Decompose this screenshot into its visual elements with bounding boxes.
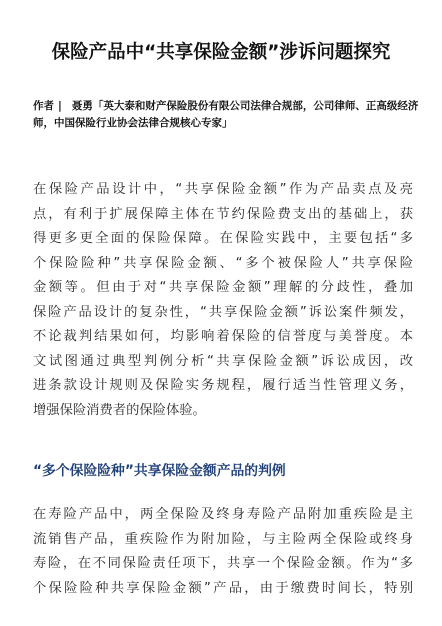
author-info: 聂勇「英大泰和财产保险股份有限公司法律合规部，公司律师、正高级经济 (71, 100, 419, 112)
paragraph-line: 点，有利于扩展保障主体在节约保险费支出的基础上，获 (33, 206, 413, 222)
paragraph-line: 寿险，在不同保险责任项下，共享一个保险金额。作为“多 (33, 556, 413, 571)
paragraph-line: 在保险产品设计中，“共享保险金额”作为产品卖点及亮 (33, 182, 413, 197)
paragraph-line: 文试图通过典型判例分析“共享保险金额”诉讼成因，改 (33, 353, 413, 369)
paragraph-line: 进条款设计规则及保险实务规程，履行适当性管理义务， (33, 378, 413, 393)
paragraph-line: 个保险险种”共享保险金额、“多个被保险人”共享保险 (33, 255, 413, 271)
section-paragraph (33, 503, 413, 601)
paragraph-line: 不论裁判结果如何，均影响着保险的信誉度与美誉度。本 (33, 329, 413, 344)
paragraph-line: 得更多更全面的保险保障。在保险实践中，主要包括“多 (33, 231, 413, 246)
author-line-1 (33, 98, 419, 115)
section-heading: “多个保险险种”共享保险金额产品的判例 (33, 463, 286, 479)
paragraph-line: 流销售产品，重疾险作为附加险，与主险两全保险或终身 (33, 531, 413, 547)
paragraph-line: 增强保险消费者的保险体验。 (33, 402, 206, 418)
paragraph-line: 个保险险种共享保险金额”产品，由于缴费时间长，特别 (33, 580, 413, 596)
author-label: 作者 (33, 100, 54, 112)
paragraph-line: 金额等。但由于对“共享保险金额”理解的分歧性，叠加 (33, 280, 413, 295)
paragraph-line: 保险产品设计的复杂性，“共享保险金额”诉讼案件频发， (33, 304, 413, 320)
author-block (33, 98, 419, 132)
intro-paragraph (33, 178, 413, 423)
article-title: 保险产品中“共享保险金额”涉诉问题探究 (51, 42, 391, 63)
author-separator: | (58, 100, 62, 112)
author-line-2: 师，中国保险行业协会法律合规核心专家」 (33, 117, 233, 129)
paragraph-line: 在寿险产品中，两全保险及终身寿险产品附加重疾险是主 (33, 507, 413, 522)
